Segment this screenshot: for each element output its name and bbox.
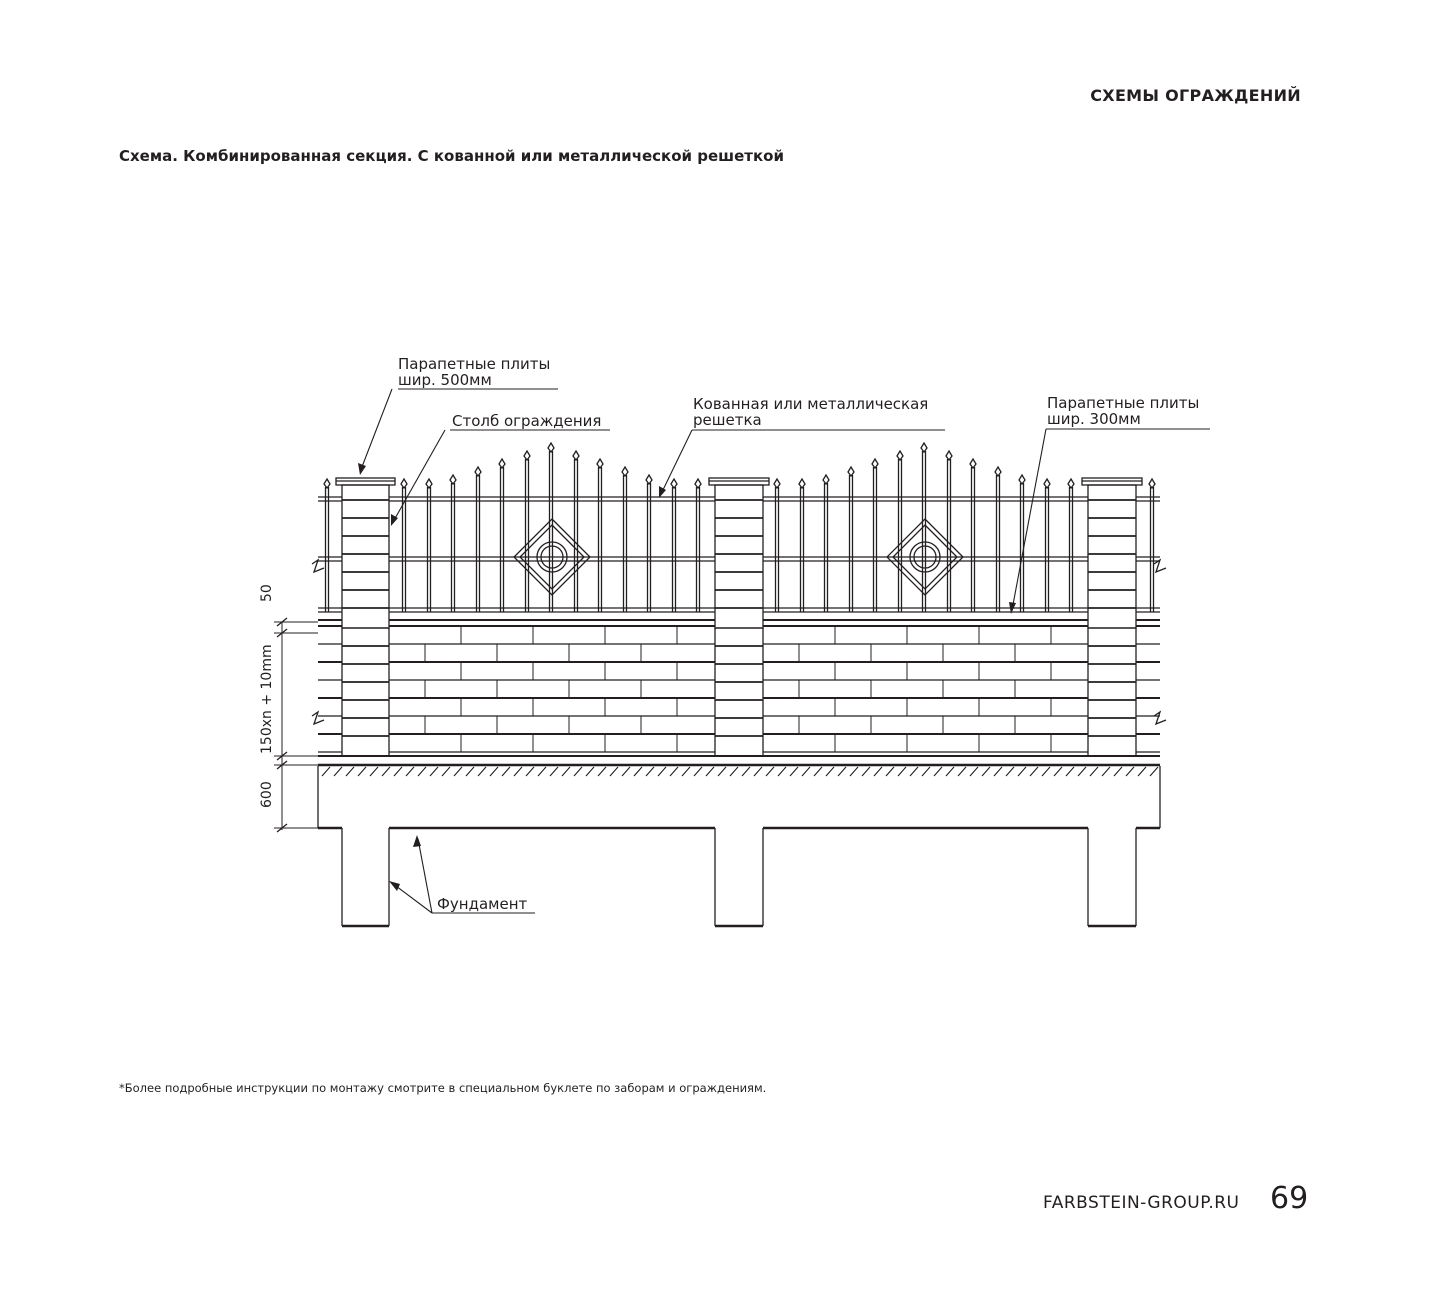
picket-spear-tip <box>995 467 1001 476</box>
ground-hatch <box>742 767 750 776</box>
ground-hatch <box>718 767 726 776</box>
ground-hatch <box>934 767 942 776</box>
ground-hatch <box>382 767 390 776</box>
ground-hatch <box>1054 767 1062 776</box>
ground-hatch <box>1126 767 1134 776</box>
dimension-600: 600 <box>259 781 275 808</box>
picket-spear-tip <box>774 479 780 488</box>
ground-hatch <box>1006 767 1014 776</box>
ground-hatch <box>946 767 954 776</box>
ground-hatch <box>790 767 798 776</box>
ground-hatch <box>1078 767 1086 776</box>
ground-hatch <box>442 767 450 776</box>
ground-hatch <box>1138 767 1146 776</box>
ground-hatch <box>550 767 558 776</box>
ground-hatch <box>970 767 978 776</box>
ground-hatch <box>334 767 342 776</box>
picket-spear-tip <box>597 459 603 468</box>
label-post: Столб ограждения <box>452 412 602 430</box>
label-grille-line1: Кованная или металлическая <box>693 395 929 413</box>
ground-hatch <box>574 767 582 776</box>
ground-hatch <box>706 767 714 776</box>
ground-hatch <box>874 767 882 776</box>
picket-spear-tip <box>475 467 481 476</box>
ground-hatch <box>598 767 606 776</box>
ground-hatch <box>994 767 1002 776</box>
footnote: *Более подробные инструкции по монтажу смотрите в специальном буклете по заборам и ограждениям. <box>119 1081 767 1095</box>
ground-hatch <box>526 767 534 776</box>
ground-hatch <box>802 767 810 776</box>
picket-spear-tip <box>450 475 456 484</box>
ground-hatch <box>622 767 630 776</box>
ground-hatch <box>322 767 330 776</box>
ground-hatch <box>862 767 870 776</box>
ground-hatch <box>982 767 990 776</box>
leader-lines <box>360 389 1210 913</box>
ground-hatch <box>466 767 474 776</box>
dimension-brick-rows: 150xn + 10mm <box>259 644 275 754</box>
ground-hatch <box>586 767 594 776</box>
ground-hatch <box>346 767 354 776</box>
ground-hatch <box>658 767 666 776</box>
label-parapet-300-line1: Парапетные плиты <box>1047 394 1200 412</box>
picket-spear-tip <box>1044 479 1050 488</box>
ground-hatch <box>418 767 426 776</box>
picket-spear-tip <box>401 479 407 488</box>
ground-hatch <box>838 767 846 776</box>
label-foundation: Фундамент <box>437 895 528 913</box>
picket-spear-tip <box>324 479 330 488</box>
dimension-50: 50 <box>259 584 275 602</box>
ground-hatch <box>958 767 966 776</box>
ground-hatch <box>682 767 690 776</box>
ground-hatch <box>922 767 930 776</box>
label-parapet-300-line2: шир. 300мм <box>1047 410 1141 428</box>
break-symbol <box>312 560 324 572</box>
picket-spear-tip <box>970 459 976 468</box>
ground-hatch <box>394 767 402 776</box>
ground-hatch <box>754 767 762 776</box>
break-symbol <box>1154 712 1166 724</box>
picket-spear-tip <box>897 451 903 460</box>
ground-hatch <box>1066 767 1074 776</box>
ground-hatch <box>562 767 570 776</box>
ground-hatch <box>610 767 618 776</box>
ground-hatch <box>454 767 462 776</box>
picket-spear-tip <box>524 451 530 460</box>
ground-hatch <box>1030 767 1038 776</box>
ground-hatch <box>634 767 642 776</box>
section-title: СХЕМЫ ОГРАЖДЕНИЙ <box>1090 86 1301 105</box>
picket-spear-tip <box>426 479 432 488</box>
ground-hatch <box>370 767 378 776</box>
ground-hatch <box>538 767 546 776</box>
picket-spear-tip <box>921 443 927 452</box>
picket-spear-tip <box>946 451 952 460</box>
ground-hatch <box>694 767 702 776</box>
ground-hatch <box>766 767 774 776</box>
ground-hatch <box>1102 767 1110 776</box>
ground-hatch <box>490 767 498 776</box>
label-grille-line2: решетка <box>693 411 762 429</box>
break-symbol <box>312 712 324 724</box>
picket-spear-tip <box>548 443 554 452</box>
page-number: 69 <box>1270 1181 1309 1216</box>
picket-spear-tip <box>872 459 878 468</box>
ground-hatch <box>1042 767 1050 776</box>
ground-hatch <box>646 767 654 776</box>
ground-hatch <box>502 767 510 776</box>
picket-spear-tip <box>823 475 829 484</box>
fence-post-1 <box>342 485 389 628</box>
picket-spear-tip <box>1019 475 1025 484</box>
ground-hatch <box>826 767 834 776</box>
ground-hatch <box>814 767 822 776</box>
ground-hatch <box>670 767 678 776</box>
ground-hatch <box>1150 767 1158 776</box>
ground-hatch <box>406 767 414 776</box>
ground-hatch <box>730 767 738 776</box>
picket-spear-tip <box>799 479 805 488</box>
picket-spear-tip <box>622 467 628 476</box>
ground-hatch <box>430 767 438 776</box>
fence-post-3 <box>1088 485 1136 628</box>
ground-hatch <box>886 767 894 776</box>
picket-spear-tip <box>848 467 854 476</box>
ground-hatch <box>514 767 522 776</box>
ground-hatch <box>778 767 786 776</box>
ground-hatch <box>478 767 486 776</box>
label-parapet-500-line1: Парапетные плиты <box>398 355 551 373</box>
ground-hatch <box>850 767 858 776</box>
picket-spear-tip <box>671 479 677 488</box>
picket-spear-tip <box>499 459 505 468</box>
ground-hatch <box>1090 767 1098 776</box>
label-parapet-500-line2: шир. 500мм <box>398 371 492 389</box>
scheme-title: Схема. Комбинированная секция. С кованной или металлической решеткой <box>119 147 784 165</box>
picket-spear-tip <box>695 479 701 488</box>
ground-hatch <box>910 767 918 776</box>
break-symbol <box>1154 560 1166 572</box>
ground-hatch <box>898 767 906 776</box>
picket-spear-tip <box>573 451 579 460</box>
ground-hatch <box>1114 767 1122 776</box>
fence-post-2 <box>715 485 763 628</box>
ground-hatch <box>358 767 366 776</box>
picket-spear-tip <box>1068 479 1074 488</box>
site-url: FARBSTEIN-GROUP.RU <box>1043 1193 1240 1213</box>
picket-spear-tip <box>646 475 652 484</box>
picket-spear-tip <box>1149 479 1155 488</box>
ground-hatch <box>1018 767 1026 776</box>
